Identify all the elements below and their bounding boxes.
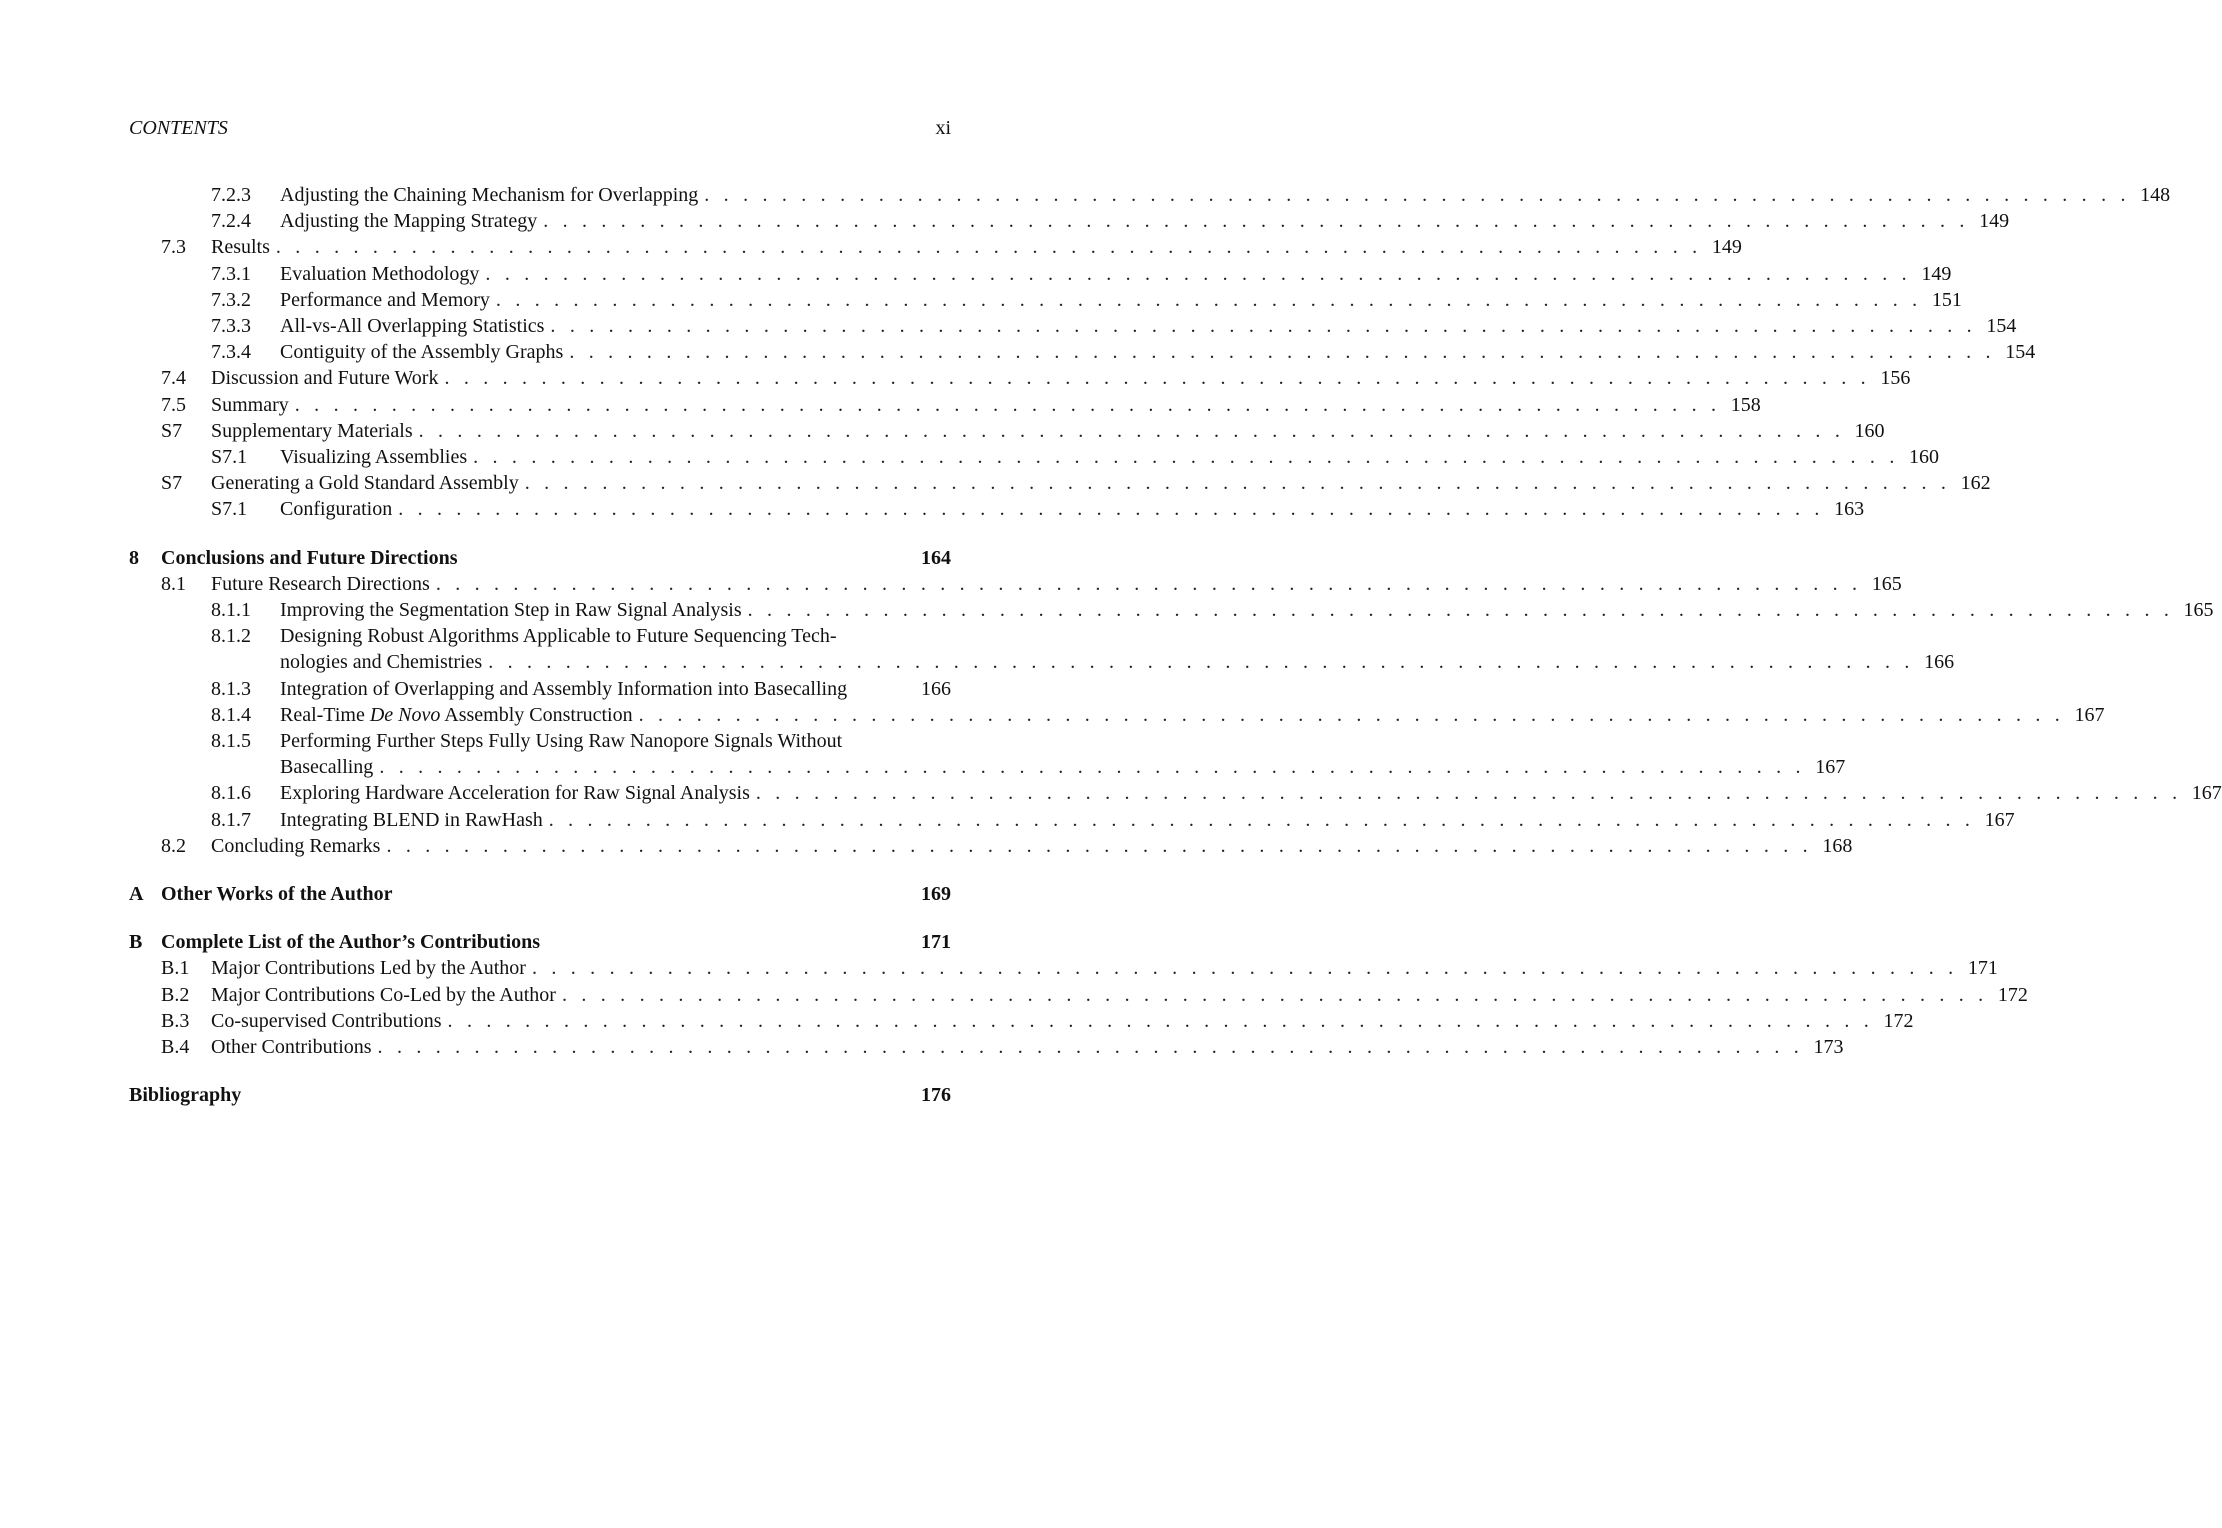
toc-entry[interactable] bbox=[129, 287, 1962, 313]
toc-leader-dots: . . . . . . . . . . . . . . . . . . . . . . . . . . . . . . . . . . . . . . . . . . . . . . . . . . . . . . . . . . . . . . . . . . . . . . . . . . bbox=[531, 957, 1958, 980]
toc-entry[interactable] bbox=[129, 1008, 1914, 1034]
toc-entry[interactable] bbox=[129, 702, 2105, 728]
toc-entry-number: 8.1.4 bbox=[211, 703, 251, 726]
toc-leader-dots: . . . . . . . . . . . . . . . . . . . . . . . . . . . . . . . . . . . . . . . . . . . . . . . . . . . . . . . . . . . . . . . . . . . . . . . . . . bbox=[294, 393, 1721, 416]
toc-chapter-entry[interactable] bbox=[129, 1082, 951, 1108]
toc-leader-dots: . . . . . . . . . . . . . . . . . . . . . . . . . . . . . . . . . . . . . . . . . . . . . . . . . . . . . . . . . . . . . . . . . . . . . . . . . . bbox=[275, 236, 1702, 259]
toc-entry[interactable] bbox=[129, 982, 2028, 1008]
toc-entry[interactable] bbox=[129, 339, 2036, 365]
toc-leader-dots: . . . . . . . . . . . . . . . . . . . . . . . . . . . . . . . . . . . . . . . . . . . . . . . . . . . . . . . . . . . . . . . . . . . . . . . . . . bbox=[386, 834, 1813, 857]
toc-entry-title-part: Real-Time bbox=[280, 703, 370, 726]
toc-entry-page: 166 bbox=[1924, 651, 1955, 674]
toc-entry-number: B.1 bbox=[161, 957, 190, 980]
toc-entry-page: 165 bbox=[2183, 599, 2214, 622]
toc-entry-number: 7.4 bbox=[161, 367, 186, 390]
toc-entry-title: Adjusting the Chaining Mechanism for Overlapping bbox=[280, 184, 699, 206]
toc-entry-title: Other Contributions bbox=[211, 1036, 372, 1059]
toc-entry-number: 7.5 bbox=[161, 393, 186, 416]
toc-entry-page: 154 bbox=[1986, 315, 2017, 338]
toc-leader-dots: . . . . . . . . . . . . . . . . . . . . . . . . . . . . . . . . . . . . . . . . . . . . . . . . . . . . . . . . . . . . . . . . . . . . . . . . . . bbox=[444, 367, 1871, 390]
toc-leader-dots: . . . . . . . . . . . . . . . . . . . . . . . . . . . . . . . . . . . . . . . . . . . . . . . . . . . . . . . . . . . . . . . . . . . . . . . . . . bbox=[435, 572, 1862, 595]
toc-leader-dots: . . . . . . . . . . . . . . . . . . . . . . . . . . . . . . . . . . . . . . . . . . . . . . . . . . . . . . . . . . . . . . . . . . . . . . . . . . bbox=[755, 782, 2182, 805]
toc-entry-title: Integration of Overlapping and Assembly Information into Basecalling bbox=[280, 677, 848, 700]
toc-entry[interactable] bbox=[129, 392, 1761, 418]
toc-entry-page: 172 bbox=[1997, 983, 2028, 1006]
toc-entry-number: B.3 bbox=[161, 1009, 190, 1032]
toc-entry-number: 8.1.5 bbox=[211, 730, 251, 753]
toc-entry-page: 167 bbox=[2074, 703, 2105, 726]
toc-leader-dots: . . . . . . . . . . . . . . . . . . . . . . . . . . . . . . . . . . . . . . . . . . . . . . . . . . . . . . . . . . . . . . . . . . . . . . . . . . bbox=[543, 210, 1970, 233]
toc-leader-dots: . . . . . . . . . . . . . . . . . . . . . . . . . . . . . . . . . . . . . . . . . . . . . . . . . . . . . . . . . . . . . . . . . . . . . . . . . . bbox=[447, 1009, 1874, 1032]
toc-entry-title: Evaluation Methodology bbox=[280, 262, 480, 285]
toc-entry-title: Major Contributions Led by the Author bbox=[211, 957, 526, 980]
toc-entry-page: 162 bbox=[1960, 472, 1991, 495]
toc-entry-number: B bbox=[129, 931, 143, 954]
toc-leader-dots: . . . . . . . . . . . . . . . . . . . . . . . . . . . . . . . . . . . . . . . . . . . . . . . . . . . . . . . . . . . . . . . . . . . . . . . . . . bbox=[379, 756, 1806, 779]
table-of-contents bbox=[129, 182, 2222, 1109]
toc-entry-page: 148 bbox=[2140, 184, 2171, 206]
toc-entry-title: Other Works of the Author bbox=[161, 883, 393, 906]
toc-entry-page: 154 bbox=[2005, 341, 2036, 364]
toc-entry-page: 151 bbox=[1931, 288, 1962, 311]
toc-entry-title: Conclusions and Future Directions bbox=[161, 546, 458, 569]
toc-entry-page: 172 bbox=[1883, 1009, 1914, 1032]
toc-entry-number: 8.1.6 bbox=[211, 782, 251, 805]
toc-entry-title: Visualizing Assemblies bbox=[280, 446, 468, 469]
toc-entry-number: B.4 bbox=[161, 1036, 190, 1059]
toc-entry-title: Performing Further Steps Fully Using Raw Nanopore Signals Without bbox=[280, 730, 843, 753]
toc-chapter-entry[interactable] bbox=[129, 545, 951, 571]
toc-leader-dots: . . . . . . . . . . . . . . . . . . . . . . . . . . . . . . . . . . . . . . . . . . . . . . . . . . . . . . . . . . . . . . . . . . . . . . . . . . bbox=[550, 315, 1977, 338]
toc-entry-title: Exploring Hardware Acceleration for Raw Signal Analysis bbox=[280, 782, 750, 805]
toc-entry-number: 7.3.4 bbox=[211, 341, 251, 364]
toc-entry[interactable] bbox=[129, 418, 1885, 444]
toc-entry-title: Designing Robust Algorithms Applicable to Future Sequencing Tech- bbox=[280, 625, 837, 648]
toc-entry-page: 167 bbox=[1815, 756, 1846, 779]
toc-entry-page: 171 bbox=[921, 931, 951, 954]
toc-leader-dots: . . . . . . . . . . . . . . . . . . . . . . . . . . . . . . . . . . . . . . . . . . . . . . . . . . . . . . . . . . . . . . . . . . . . . . . . . . bbox=[418, 419, 1845, 442]
toc-entry-title: Integrating BLEND in RawHash bbox=[280, 808, 543, 831]
toc-entry-page: 171 bbox=[1967, 957, 1998, 980]
toc-leader-dots: . . . . . . . . . . . . . . . . . . . . . . . . . . . . . . . . . . . . . . . . . . . . . . . . . . . . . . . . . . . . . . . . . . . . . . . . . . bbox=[524, 472, 1951, 495]
toc-entry-number: S7 bbox=[161, 419, 183, 442]
toc-leader-dots: . . . . . . . . . . . . . . . . . . . . . . . . . . . . . . . . . . . . . . . . . . . . . . . . . . . . . . . . . . . . . . . . . . . . . . . . . . bbox=[377, 1036, 1804, 1059]
toc-entry-title: Co-supervised Contributions bbox=[211, 1009, 442, 1032]
toc-entry-page: 167 bbox=[2191, 782, 2222, 805]
toc-entry[interactable] bbox=[129, 313, 2017, 339]
toc-chapter-entry[interactable] bbox=[129, 881, 951, 907]
toc-entry-title: Contiguity of the Assembly Graphs bbox=[280, 341, 564, 364]
toc-entry-page: 163 bbox=[1834, 498, 1865, 521]
toc-entry-number: 8.1.7 bbox=[211, 808, 251, 831]
toc-entry-title: All-vs-All Overlapping Statistics bbox=[280, 315, 545, 338]
toc-entry-number: S7 bbox=[161, 472, 183, 495]
toc-leader-dots: . . . . . . . . . . . . . . . . . . . . . . . . . . . . . . . . . . . . . . . . . . . . . . . . . . . . . . . . . . . . . . . . . . . . . . . . . . bbox=[548, 808, 1975, 831]
toc-leader-dots: . . . . . . . . . . . . . . . . . . . . . . . . . . . . . . . . . . . . . . . . . . . . . . . . . . . . . . . . . . . . . . . . . . . . . . . . . . bbox=[561, 983, 1988, 1006]
toc-entry-number: 8.1.3 bbox=[211, 677, 251, 700]
toc-entry-title-part: Assembly Construction bbox=[440, 703, 633, 726]
toc-entry-title: Results bbox=[211, 236, 270, 259]
toc-entry-title-emphasis: De Novo bbox=[369, 703, 441, 726]
toc-entry-title: Concluding Remarks bbox=[211, 834, 381, 857]
toc-leader-dots: . . . . . . . . . . . . . . . . . . . . . . . . . . . . . . . . . . . . . . . . . . . . . . . . . . . . . . . . . . . . . . . . . . . . . . . . . . bbox=[704, 184, 2131, 206]
toc-entry[interactable] bbox=[129, 807, 2015, 833]
toc-entry-title: Bibliography bbox=[129, 1084, 242, 1107]
running-header-title: CONTENTS bbox=[129, 117, 228, 139]
toc-entry-page: 158 bbox=[1730, 393, 1761, 416]
toc-entry-number: A bbox=[129, 883, 144, 906]
toc-leader-dots: . . . . . . . . . . . . . . . . . . . . . . . . . . . . . . . . . . . . . . . . . . . . . . . . . . . . . . . . . . . . . . . . . . . . . . . . . . bbox=[638, 703, 2065, 726]
toc-entry-page: 149 bbox=[1979, 210, 2010, 233]
page-number: xi bbox=[935, 117, 951, 139]
toc-entry-title: Basecalling bbox=[280, 756, 374, 779]
toc-entry[interactable] bbox=[129, 623, 1955, 675]
toc-entry-page: 169 bbox=[921, 883, 951, 906]
toc-entry-number: 7.3.2 bbox=[211, 288, 251, 311]
toc-entry[interactable] bbox=[129, 728, 1846, 780]
toc-entry-page: 164 bbox=[921, 546, 951, 569]
toc-entry-number: 8.1 bbox=[161, 572, 186, 595]
toc-entry[interactable] bbox=[129, 496, 1865, 522]
toc-entry-number: 7.2.3 bbox=[211, 184, 251, 206]
toc-entry-page: 166 bbox=[921, 677, 951, 700]
toc-entry-title: Configuration bbox=[280, 498, 393, 521]
toc-entry-page: 160 bbox=[1909, 446, 1940, 469]
toc-entry-title: Generating a Gold Standard Assembly bbox=[211, 472, 519, 495]
toc-entry-number: S7.1 bbox=[211, 446, 248, 469]
toc-entry-page: 149 bbox=[1711, 236, 1742, 259]
toc-entry-number: 8.1.2 bbox=[211, 625, 251, 648]
toc-entry-number: S7.1 bbox=[211, 498, 248, 521]
toc-chapter-entry[interactable] bbox=[129, 929, 951, 955]
toc-entry[interactable] bbox=[129, 444, 1940, 470]
toc-entry[interactable] bbox=[129, 261, 1952, 287]
toc-entry[interactable] bbox=[129, 182, 2171, 208]
toc-entry[interactable] bbox=[129, 597, 2214, 623]
toc-leader-dots: . . . . . . . . . . . . . . . . . . . . . . . . . . . . . . . . . . . . . . . . . . . . . . . . . . . . . . . . . . . . . . . . . . . . . . . . . . bbox=[473, 446, 1900, 469]
toc-entry-title: Adjusting the Mapping Strategy bbox=[280, 210, 538, 233]
toc-entry-title: Discussion and Future Work bbox=[211, 367, 439, 390]
toc-entry[interactable] bbox=[129, 365, 1911, 391]
running-header bbox=[129, 116, 951, 140]
toc-entry-title bbox=[280, 702, 633, 728]
toc-entry-number: 7.2.4 bbox=[211, 210, 251, 233]
toc-entry-title: Summary bbox=[211, 393, 289, 416]
toc-entry-title: nologies and Chemistries bbox=[280, 651, 483, 674]
toc-entry[interactable] bbox=[129, 780, 2222, 806]
toc-entry-title: Complete List of the Author’s Contributions bbox=[161, 931, 541, 954]
toc-entry-number: B.2 bbox=[161, 983, 190, 1006]
toc-entry-page: 149 bbox=[1921, 262, 1952, 285]
toc-entry-number: 8 bbox=[129, 546, 139, 569]
toc-entry-title: Major Contributions Co-Led by the Author bbox=[211, 983, 556, 1006]
toc-entry-title: Performance and Memory bbox=[280, 288, 490, 311]
toc-leader-dots: . . . . . . . . . . . . . . . . . . . . . . . . . . . . . . . . . . . . . . . . . . . . . . . . . . . . . . . . . . . . . . . . . . . . . . . . . . bbox=[485, 262, 1912, 285]
toc-entry-page: 165 bbox=[1871, 572, 1902, 595]
toc-entry[interactable] bbox=[129, 470, 1991, 496]
toc-entry-page: 160 bbox=[1854, 419, 1885, 442]
toc-entry-number: 7.3.1 bbox=[211, 262, 251, 285]
toc-leader-dots: . . . . . . . . . . . . . . . . . . . . . . . . . . . . . . . . . . . . . . . . . . . . . . . . . . . . . . . . . . . . . . . . . . . . . . . . . . bbox=[398, 498, 1825, 521]
toc-leader-dots: . . . . . . . . . . . . . . . . . . . . . . . . . . . . . . . . . . . . . . . . . . . . . . . . . . . . . . . . . . . . . . . . . . . . . . . . . . bbox=[747, 599, 2174, 622]
toc-leader-dots: . . . . . . . . . . . . . . . . . . . . . . . . . . . . . . . . . . . . . . . . . . . . . . . . . . . . . . . . . . . . . . . . . . . . . . . . . . bbox=[488, 651, 1915, 674]
toc-entry[interactable] bbox=[129, 571, 1902, 597]
toc-entry-number: 8.1.1 bbox=[211, 599, 251, 622]
toc-entry[interactable] bbox=[129, 1034, 1844, 1060]
toc-entry-number: 7.3 bbox=[161, 236, 186, 259]
toc-leader-dots: . . . . . . . . . . . . . . . . . . . . . . . . . . . . . . . . . . . . . . . . . . . . . . . . . . . . . . . . . . . . . . . . . . . . . . . . . . bbox=[495, 288, 1922, 311]
toc-entry-page: 168 bbox=[1822, 834, 1853, 857]
toc-entry-title: Future Research Directions bbox=[211, 572, 430, 595]
toc-entry-page: 173 bbox=[1813, 1036, 1844, 1059]
toc-entry-number: 7.3.3 bbox=[211, 315, 251, 338]
toc-leader-dots: . . . . . . . . . . . . . . . . . . . . . . . . . . . . . . . . . . . . . . . . . . . . . . . . . . . . . . . . . . . . . . . . . . . . . . . . . . bbox=[569, 341, 1996, 364]
toc-entry[interactable] bbox=[129, 955, 1998, 981]
toc-entry[interactable] bbox=[129, 234, 1742, 260]
toc-entry-page: 176 bbox=[921, 1084, 951, 1107]
toc-entry[interactable] bbox=[129, 676, 951, 702]
toc-entry[interactable] bbox=[129, 833, 1853, 859]
toc-entry-page: 156 bbox=[1880, 367, 1911, 390]
toc-entry[interactable] bbox=[129, 208, 2010, 234]
toc-entry-title: Supplementary Materials bbox=[211, 419, 413, 442]
toc-entry-page: 167 bbox=[1984, 808, 2015, 831]
toc-entry-number: 8.2 bbox=[161, 834, 186, 857]
toc-entry-title: Improving the Segmentation Step in Raw Signal Analysis bbox=[280, 599, 742, 622]
